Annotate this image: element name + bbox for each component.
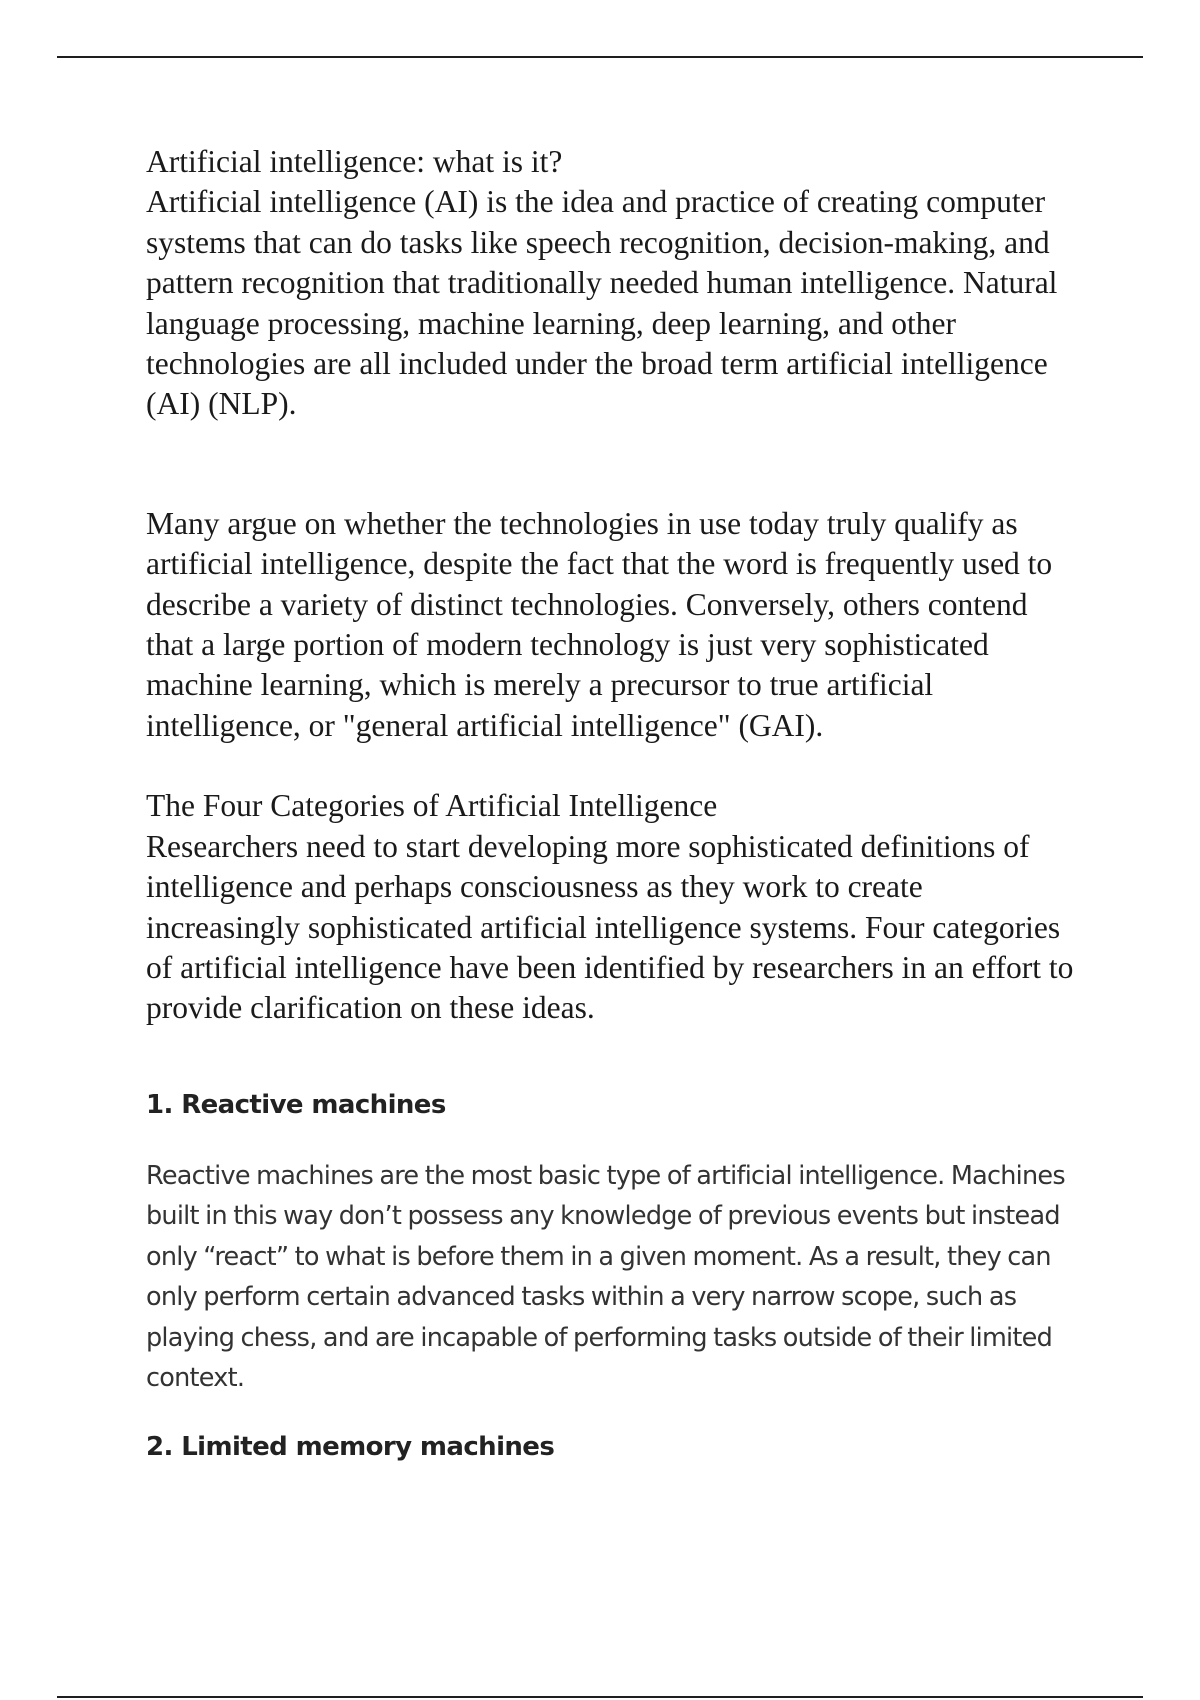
spacer (146, 1029, 1076, 1085)
categories-paragraph: Researchers need to start developing more sophisticated definitions of intelligence and perhaps consciousness as they work to create increasingly sophisticated artificial intelligence systems. Four categories of artificial intelligence have been identified by researchers in an effort to provide clarification on these ideas. (146, 828, 1074, 1026)
document-page (146, 142, 1076, 1467)
categories-heading: The Four Categories of Artificial Intelligence (146, 788, 718, 824)
debate-paragraph: Many argue on whether the technologies in use today truly qualify as artificial intelligence, despite the fact that the word is frequently used to describe a variety of distinct technologies. Conversely, others contend that a large portion of modern technology is just very sophisticated machine learning, which is merely a precursor to true artificial intelligence, or "general artificial intelligence" (GAI). (146, 505, 1053, 743)
spacer (146, 746, 1076, 786)
intro-paragraph: Artificial intelligence (AI) is the idea and practice of creating computer systems that can do tasks like speech recognition, decision-making, and pattern recognition that traditionally needed human intelligence. Natural language processing, machine learning, deep learning, and other technologies are all included under the broad term artificial intelligence (AI) (NLP). (146, 184, 1058, 422)
spacer (146, 425, 1076, 504)
intro-heading: Artificial intelligence: what is it? (146, 144, 563, 179)
spacer (146, 1399, 1076, 1427)
top-rule (57, 56, 1143, 58)
section-2-heading: 2. Limited memory machines (146, 1431, 555, 1462)
spacer (146, 1125, 1076, 1156)
section-1-paragraph: Reactive machines are the most basic type of artificial intelligence. Machines built in this way don’t possess any knowledge of previous events but instead only “react” to what is before them in a given moment. As a result, they can only perform certain advanced tasks within a very narrow scope, such as playing chess, and are incapable of performing tasks outside of their limited context. (146, 1160, 1065, 1394)
section-1-heading: 1. Reactive machines (146, 1089, 446, 1120)
bottom-rule (57, 1696, 1143, 1698)
